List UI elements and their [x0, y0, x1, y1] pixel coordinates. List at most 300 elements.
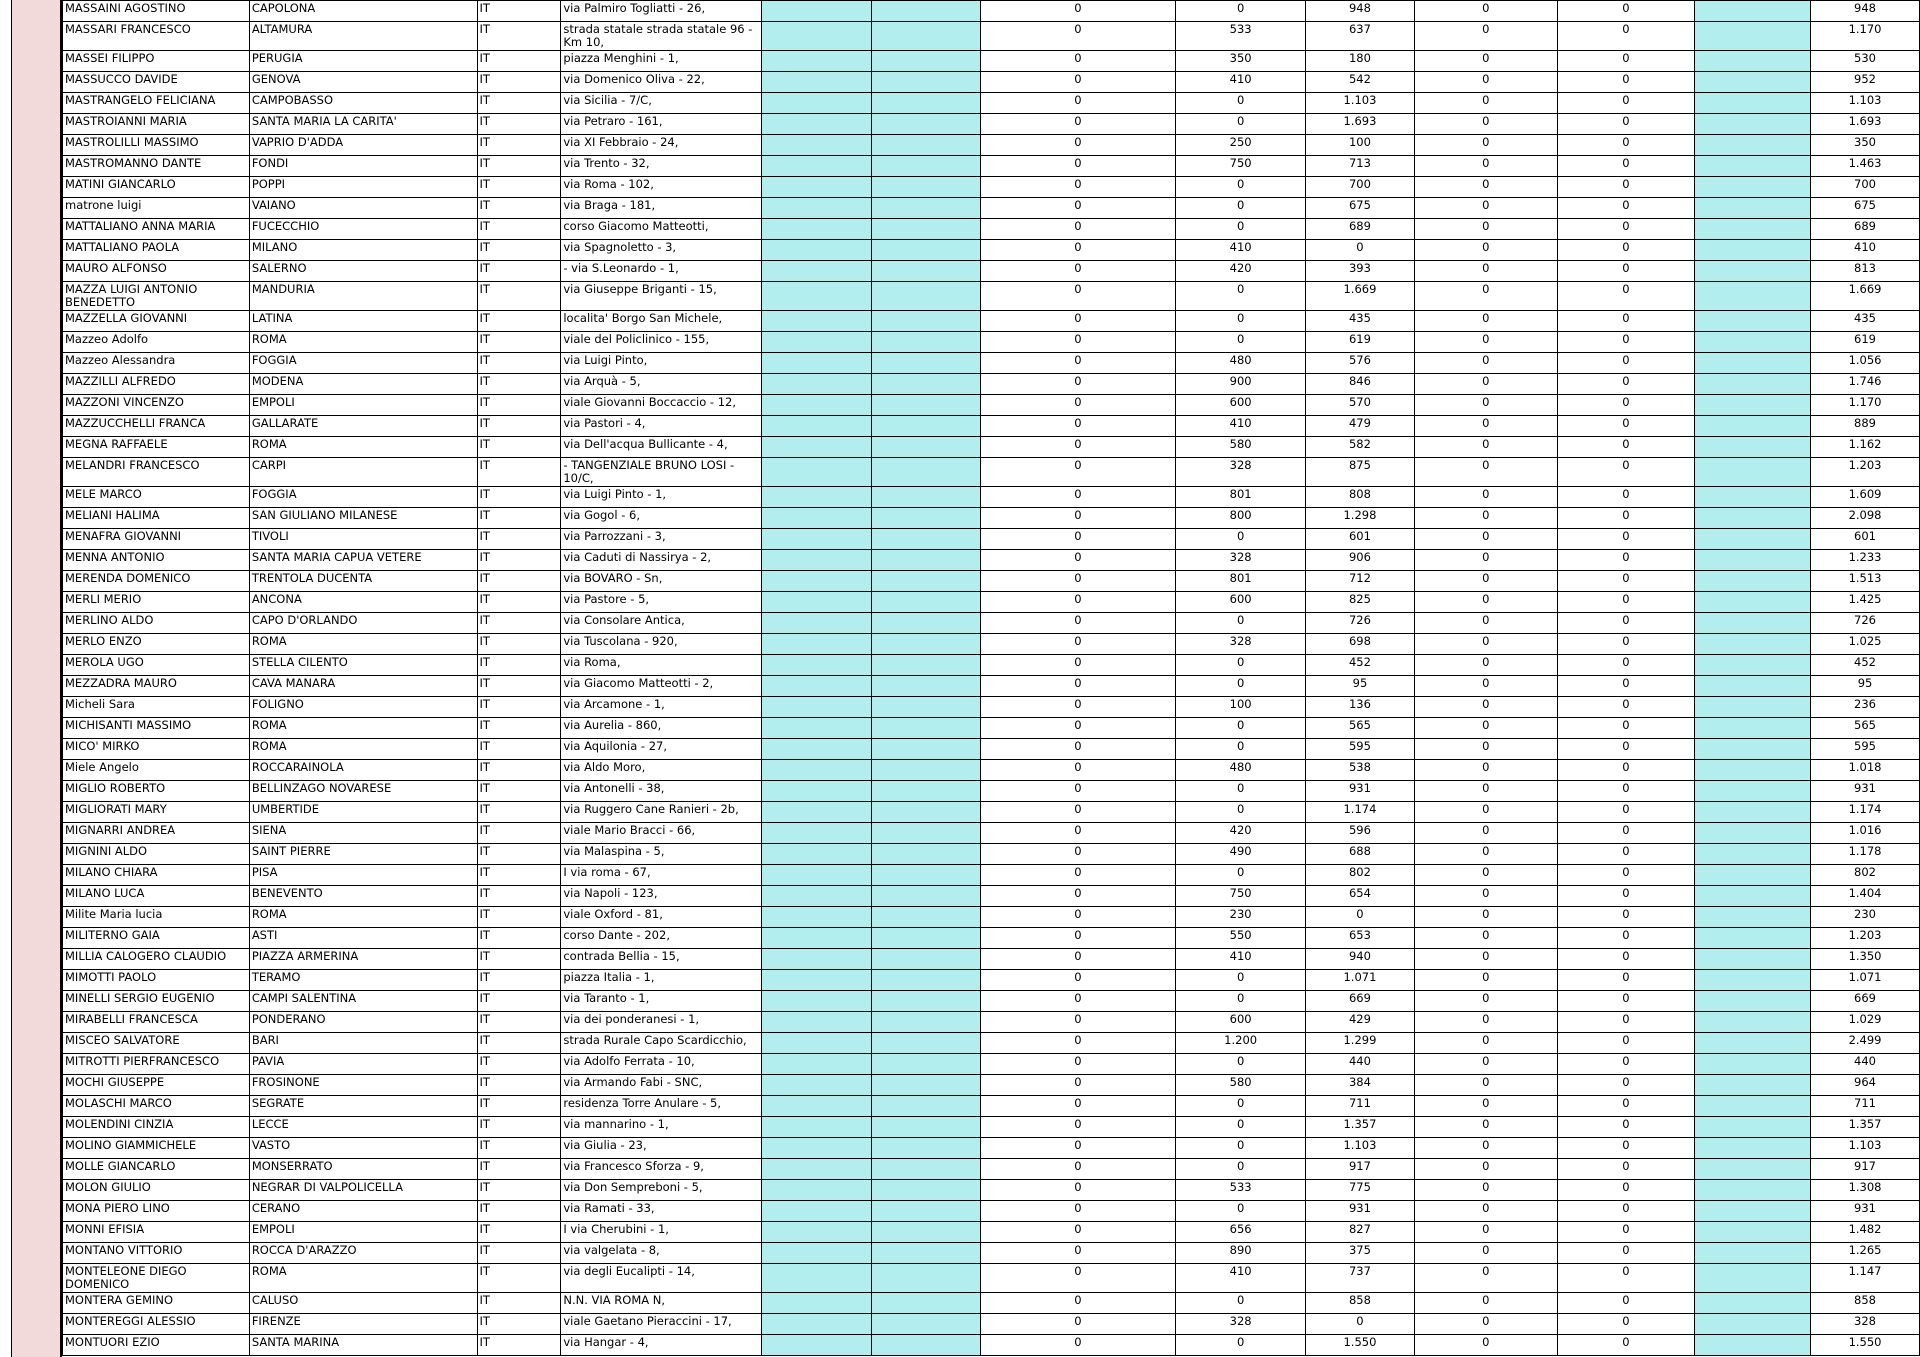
beneficiary-name-cell: MONTANO VITTORIO: [63, 1243, 250, 1264]
country-cell: IT: [477, 1222, 561, 1243]
highlight-cell: [1695, 550, 1811, 571]
city-cell: ROMA: [249, 718, 477, 739]
city-cell: FIRENZE: [249, 1314, 477, 1335]
table-row: [63, 72, 1920, 93]
country-cell: IT: [477, 613, 561, 634]
amount-cell: 0: [980, 634, 1176, 655]
table-row: [63, 198, 1920, 219]
city-cell: ROCCARAINOLA: [249, 760, 477, 781]
highlight-cell: [762, 1201, 872, 1222]
amount-cell: 0: [1557, 1201, 1695, 1222]
beneficiary-name-cell: MERLO ENZO: [63, 634, 250, 655]
highlight-cell: [1695, 676, 1811, 697]
amount-cell: 0: [980, 114, 1176, 135]
amount-cell: 0: [980, 613, 1176, 634]
amount-cell: 576: [1306, 353, 1415, 374]
beneficiary-name-cell: MIRABELLI FRANCESCA: [63, 1012, 250, 1033]
amount-cell: 0: [1414, 781, 1557, 802]
highlight-cell: [762, 374, 872, 395]
highlight-cell: [1695, 655, 1811, 676]
amount-cell: 846: [1306, 374, 1415, 395]
total-cell: 452: [1811, 655, 1920, 676]
country-cell: IT: [477, 1075, 561, 1096]
total-cell: 1.103: [1811, 93, 1920, 114]
amount-cell: 0: [980, 571, 1176, 592]
amount-cell: 0: [1557, 823, 1695, 844]
amount-cell: 0: [980, 458, 1176, 487]
amount-cell: 0: [1414, 508, 1557, 529]
country-cell: IT: [477, 416, 561, 437]
highlight-cell: [1695, 395, 1811, 416]
address-cell: via Consolare Antica,: [561, 613, 762, 634]
country-cell: IT: [477, 1138, 561, 1159]
beneficiary-name-cell: MASSAINI AGOSTINO: [63, 1, 250, 22]
amount-cell: 0: [1414, 395, 1557, 416]
total-cell: 440: [1811, 1054, 1920, 1075]
table-row: [63, 970, 1920, 991]
amount-cell: 0: [1557, 93, 1695, 114]
table-row: [63, 823, 1920, 844]
highlight-cell: [762, 22, 872, 51]
amount-cell: 0: [1557, 1293, 1695, 1314]
amount-cell: 700: [1306, 177, 1415, 198]
total-cell: 1.029: [1811, 1012, 1920, 1033]
amount-cell: 0: [980, 240, 1176, 261]
amount-cell: 940: [1306, 949, 1415, 970]
amount-cell: 0: [1414, 592, 1557, 613]
highlight-cell: [1695, 1054, 1811, 1075]
beneficiary-name-cell: MERLINO ALDO: [63, 613, 250, 634]
amount-cell: 0: [980, 1138, 1176, 1159]
city-cell: ROMA: [249, 1264, 477, 1293]
amount-cell: 0: [980, 1222, 1176, 1243]
amount-cell: 384: [1306, 1075, 1415, 1096]
country-cell: IT: [477, 353, 561, 374]
highlight-cell: [762, 1033, 872, 1054]
total-cell: 435: [1811, 311, 1920, 332]
country-cell: IT: [477, 718, 561, 739]
highlight-cell: [762, 802, 872, 823]
highlight-cell: [1695, 1243, 1811, 1264]
amount-cell: 0: [1176, 739, 1306, 760]
total-cell: 1.482: [1811, 1222, 1920, 1243]
amount-cell: 802: [1306, 865, 1415, 886]
amount-cell: 0: [980, 970, 1176, 991]
amount-cell: 0: [1414, 282, 1557, 311]
amount-cell: 0: [1176, 1159, 1306, 1180]
amount-cell: 0: [1557, 219, 1695, 240]
city-cell: ROMA: [249, 907, 477, 928]
country-cell: IT: [477, 395, 561, 416]
country-cell: IT: [477, 1159, 561, 1180]
amount-cell: 328: [1176, 1314, 1306, 1335]
address-cell: via Trento - 32,: [561, 156, 762, 177]
amount-cell: 0: [1176, 311, 1306, 332]
amount-cell: 0: [1414, 51, 1557, 72]
total-cell: 1.170: [1811, 395, 1920, 416]
total-cell: 1.404: [1811, 886, 1920, 907]
address-cell: via valgelata - 8,: [561, 1243, 762, 1264]
highlight-cell: [1695, 718, 1811, 739]
highlight-cell: [1695, 823, 1811, 844]
amount-cell: 0: [980, 655, 1176, 676]
highlight-cell: [1695, 1264, 1811, 1293]
highlight-cell: [871, 844, 980, 865]
highlight-cell: [871, 571, 980, 592]
amount-cell: 0: [1557, 781, 1695, 802]
total-cell: 1.162: [1811, 437, 1920, 458]
highlight-cell: [1695, 177, 1811, 198]
city-cell: CAVA MANARA: [249, 676, 477, 697]
highlight-cell: [1695, 865, 1811, 886]
highlight-cell: [762, 437, 872, 458]
city-cell: ROMA: [249, 739, 477, 760]
highlight-cell: [871, 1054, 980, 1075]
amount-cell: 420: [1176, 261, 1306, 282]
amount-cell: 0: [980, 177, 1176, 198]
country-cell: IT: [477, 1033, 561, 1054]
highlight-cell: [871, 802, 980, 823]
highlight-cell: [871, 1201, 980, 1222]
amount-cell: 0: [980, 781, 1176, 802]
city-cell: ANCONA: [249, 592, 477, 613]
highlight-cell: [762, 718, 872, 739]
amount-cell: 0: [1557, 1012, 1695, 1033]
city-cell: FROSINONE: [249, 1075, 477, 1096]
beneficiary-name-cell: matrone luigi: [63, 198, 250, 219]
amount-cell: 410: [1176, 949, 1306, 970]
highlight-cell: [762, 219, 872, 240]
total-cell: 1.357: [1811, 1117, 1920, 1138]
table-row: [63, 135, 1920, 156]
highlight-cell: [1695, 1180, 1811, 1201]
amount-cell: 0: [980, 395, 1176, 416]
amount-cell: 600: [1176, 592, 1306, 613]
highlight-cell: [762, 72, 872, 93]
country-cell: IT: [477, 72, 561, 93]
total-cell: 410: [1811, 240, 1920, 261]
city-cell: BENEVENTO: [249, 886, 477, 907]
country-cell: IT: [477, 487, 561, 508]
beneficiary-name-cell: MASTROIANNI MARIA: [63, 114, 250, 135]
country-cell: IT: [477, 311, 561, 332]
amount-cell: 0: [1414, 928, 1557, 949]
city-cell: EMPOLI: [249, 395, 477, 416]
table-row: [63, 1033, 1920, 1054]
city-cell: POPPI: [249, 177, 477, 198]
beneficiary-name-cell: MIGNARRI ANDREA: [63, 823, 250, 844]
highlight-cell: [762, 1314, 872, 1335]
table-row: [63, 739, 1920, 760]
amount-cell: 0: [980, 282, 1176, 311]
address-cell: via Spagnoletto - 3,: [561, 240, 762, 261]
amount-cell: 0: [1557, 395, 1695, 416]
amount-cell: 669: [1306, 991, 1415, 1012]
beneficiary-name-cell: MENNA ANTONIO: [63, 550, 250, 571]
beneficiary-name-cell: MOLLE GIANCARLO: [63, 1159, 250, 1180]
table-row: [63, 928, 1920, 949]
total-cell: 1.174: [1811, 802, 1920, 823]
beneficiary-name-cell: MAZZONI VINCENZO: [63, 395, 250, 416]
highlight-cell: [1695, 1012, 1811, 1033]
amount-cell: 654: [1306, 886, 1415, 907]
highlight-cell: [871, 177, 980, 198]
total-cell: 1.203: [1811, 928, 1920, 949]
amount-cell: 0: [1414, 353, 1557, 374]
amount-cell: 0: [1414, 311, 1557, 332]
highlight-cell: [871, 437, 980, 458]
amount-cell: 0: [1176, 1138, 1306, 1159]
table-row: [63, 1180, 1920, 1201]
amount-cell: 0: [1414, 93, 1557, 114]
beneficiary-name-cell: MIGLIORATI MARY: [63, 802, 250, 823]
country-cell: IT: [477, 571, 561, 592]
amount-cell: 580: [1176, 1075, 1306, 1096]
highlight-cell: [1695, 844, 1811, 865]
amount-cell: 0: [980, 1201, 1176, 1222]
address-cell: via Parrozzani - 3,: [561, 529, 762, 550]
highlight-cell: [762, 592, 872, 613]
amount-cell: 0: [1557, 1335, 1695, 1356]
address-cell: via degli Eucalipti - 14,: [561, 1264, 762, 1293]
highlight-cell: [762, 1012, 872, 1033]
amount-cell: 350: [1176, 51, 1306, 72]
amount-cell: 0: [1414, 718, 1557, 739]
country-cell: IT: [477, 1117, 561, 1138]
amount-cell: 750: [1176, 156, 1306, 177]
amount-cell: 100: [1176, 697, 1306, 718]
country-cell: IT: [477, 1264, 561, 1293]
amount-cell: 0: [1414, 739, 1557, 760]
total-cell: 858: [1811, 1293, 1920, 1314]
city-cell: SAN GIULIANO MILANESE: [249, 508, 477, 529]
amount-cell: 0: [1557, 718, 1695, 739]
amount-cell: 0: [980, 886, 1176, 907]
amount-cell: 0: [1176, 865, 1306, 886]
table-row: [63, 458, 1920, 487]
amount-cell: 0: [1557, 1096, 1695, 1117]
address-cell: via Petraro - 161,: [561, 114, 762, 135]
country-cell: IT: [477, 634, 561, 655]
amount-cell: 0: [1557, 1222, 1695, 1243]
amount-cell: 0: [980, 311, 1176, 332]
total-cell: 565: [1811, 718, 1920, 739]
country-cell: IT: [477, 1054, 561, 1075]
address-cell: via Dell'acqua Bullicante - 4,: [561, 437, 762, 458]
highlight-cell: [762, 240, 872, 261]
table-row: [63, 51, 1920, 72]
country-cell: IT: [477, 219, 561, 240]
total-cell: 726: [1811, 613, 1920, 634]
amount-cell: 0: [1557, 865, 1695, 886]
city-cell: CAMPOBASSO: [249, 93, 477, 114]
beneficiary-name-cell: MAZZA LUIGI ANTONIO BENEDETTO: [63, 282, 250, 311]
highlight-cell: [1695, 1, 1811, 22]
highlight-cell: [1695, 571, 1811, 592]
city-cell: PAVIA: [249, 1054, 477, 1075]
highlight-cell: [762, 697, 872, 718]
amount-cell: 801: [1176, 571, 1306, 592]
amount-cell: 0: [1557, 22, 1695, 51]
highlight-cell: [871, 1033, 980, 1054]
country-cell: IT: [477, 1180, 561, 1201]
amount-cell: 480: [1176, 353, 1306, 374]
beneficiary-name-cell: MITROTTI PIERFRANCESCO: [63, 1054, 250, 1075]
city-cell: GENOVA: [249, 72, 477, 93]
table-row: [63, 374, 1920, 395]
city-cell: MILANO: [249, 240, 477, 261]
table-row: [63, 332, 1920, 353]
highlight-cell: [871, 156, 980, 177]
city-cell: MANDURIA: [249, 282, 477, 311]
total-cell: 619: [1811, 332, 1920, 353]
beneficiary-name-cell: MENAFRA GIOVANNI: [63, 529, 250, 550]
highlight-cell: [762, 487, 872, 508]
amount-cell: 0: [1306, 240, 1415, 261]
highlight-cell: [871, 261, 980, 282]
highlight-cell: [1695, 802, 1811, 823]
table-row: [63, 311, 1920, 332]
amount-cell: 582: [1306, 437, 1415, 458]
beneficiary-name-cell: MOCHI GIUSEPPE: [63, 1075, 250, 1096]
city-cell: MONSERRATO: [249, 1159, 477, 1180]
highlight-cell: [762, 311, 872, 332]
country-cell: IT: [477, 1201, 561, 1222]
amount-cell: 0: [1414, 823, 1557, 844]
total-cell: 813: [1811, 261, 1920, 282]
address-cell: - via S.Leonardo - 1,: [561, 261, 762, 282]
amount-cell: 410: [1176, 1264, 1306, 1293]
amount-cell: 533: [1176, 1180, 1306, 1201]
table-row: [63, 802, 1920, 823]
amount-cell: 0: [1414, 1335, 1557, 1356]
amount-cell: 0: [1414, 1096, 1557, 1117]
address-cell: via Palmiro Togliatti - 26,: [561, 1, 762, 22]
table-row: [63, 1222, 1920, 1243]
highlight-cell: [871, 311, 980, 332]
amount-cell: 0: [1557, 332, 1695, 353]
beneficiary-name-cell: MASTROLILLI MASSIMO: [63, 135, 250, 156]
amount-cell: 737: [1306, 1264, 1415, 1293]
highlight-cell: [762, 1075, 872, 1096]
table-row: [63, 1075, 1920, 1096]
country-cell: IT: [477, 114, 561, 135]
highlight-cell: [1695, 93, 1811, 114]
amount-cell: 479: [1306, 416, 1415, 437]
highlight-cell: [871, 198, 980, 219]
amount-cell: 0: [1557, 1117, 1695, 1138]
amount-cell: 0: [980, 135, 1176, 156]
amount-cell: 0: [980, 72, 1176, 93]
amount-cell: 0: [1176, 198, 1306, 219]
beneficiary-name-cell: MILITERNO GAIA: [63, 928, 250, 949]
amount-cell: 0: [980, 198, 1176, 219]
amount-cell: 0: [1414, 114, 1557, 135]
total-cell: 230: [1811, 907, 1920, 928]
highlight-cell: [871, 93, 980, 114]
beneficiary-name-cell: MILANO CHIARA: [63, 865, 250, 886]
total-cell: 350: [1811, 135, 1920, 156]
table-row: [63, 634, 1920, 655]
table-row: [63, 1293, 1920, 1314]
beneficiary-name-cell: MOLON GIULIO: [63, 1180, 250, 1201]
amount-cell: 0: [1414, 22, 1557, 51]
table-row: [63, 613, 1920, 634]
amount-cell: 0: [1557, 760, 1695, 781]
amount-cell: 0: [1557, 1075, 1695, 1096]
total-cell: 1.425: [1811, 592, 1920, 613]
amount-cell: 328: [1176, 634, 1306, 655]
total-cell: 711: [1811, 1096, 1920, 1117]
total-cell: 1.178: [1811, 844, 1920, 865]
amount-cell: 0: [980, 1117, 1176, 1138]
amount-cell: 0: [1414, 1, 1557, 22]
highlight-cell: [1695, 1293, 1811, 1314]
amount-cell: 420: [1176, 823, 1306, 844]
amount-cell: 0: [1557, 374, 1695, 395]
amount-cell: 480: [1176, 760, 1306, 781]
table-row: [63, 177, 1920, 198]
highlight-cell: [762, 1, 872, 22]
total-cell: 1.350: [1811, 949, 1920, 970]
total-cell: 530: [1811, 51, 1920, 72]
address-cell: via Roma,: [561, 655, 762, 676]
amount-cell: 0: [980, 676, 1176, 697]
highlight-cell: [1695, 739, 1811, 760]
amount-cell: 1.103: [1306, 93, 1415, 114]
amount-cell: 0: [1176, 1096, 1306, 1117]
beneficiary-name-cell: MEZZADRA MAURO: [63, 676, 250, 697]
total-cell: 1.550: [1811, 1335, 1920, 1356]
address-cell: via Aldo Moro,: [561, 760, 762, 781]
highlight-cell: [762, 571, 872, 592]
amount-cell: 0: [1557, 1159, 1695, 1180]
table-row: [63, 1264, 1920, 1293]
amount-cell: 0: [1176, 676, 1306, 697]
highlight-cell: [1695, 991, 1811, 1012]
address-cell: via Caduti di Nassirya - 2,: [561, 550, 762, 571]
table-row: [63, 592, 1920, 613]
highlight-cell: [762, 1054, 872, 1075]
city-cell: CALUSO: [249, 1293, 477, 1314]
total-cell: 328: [1811, 1314, 1920, 1335]
highlight-cell: [762, 1243, 872, 1264]
highlight-cell: [871, 1159, 980, 1180]
address-cell: strada statale strada statale 96 - Km 10,: [561, 22, 762, 51]
highlight-cell: [1695, 135, 1811, 156]
table-row: [63, 395, 1920, 416]
beneficiary-name-cell: MIMOTTI PAOLO: [63, 970, 250, 991]
amount-cell: 0: [1176, 177, 1306, 198]
city-cell: ROMA: [249, 332, 477, 353]
amount-cell: 0: [980, 353, 1176, 374]
amount-cell: 100: [1306, 135, 1415, 156]
highlight-cell: [762, 156, 872, 177]
city-cell: TRENTOLA DUCENTA: [249, 571, 477, 592]
amount-cell: 1.550: [1306, 1335, 1415, 1356]
city-cell: FOGGIA: [249, 353, 477, 374]
amount-cell: 0: [980, 697, 1176, 718]
country-cell: IT: [477, 261, 561, 282]
amount-cell: 0: [1414, 865, 1557, 886]
highlight-cell: [762, 760, 872, 781]
amount-cell: 827: [1306, 1222, 1415, 1243]
address-cell: via Adolfo Ferrata - 10,: [561, 1054, 762, 1075]
amount-cell: 0: [1414, 1054, 1557, 1075]
amount-cell: 0: [1557, 135, 1695, 156]
amount-cell: 0: [980, 156, 1176, 177]
beneficiary-name-cell: MOLINO GIAMMICHELE: [63, 1138, 250, 1159]
